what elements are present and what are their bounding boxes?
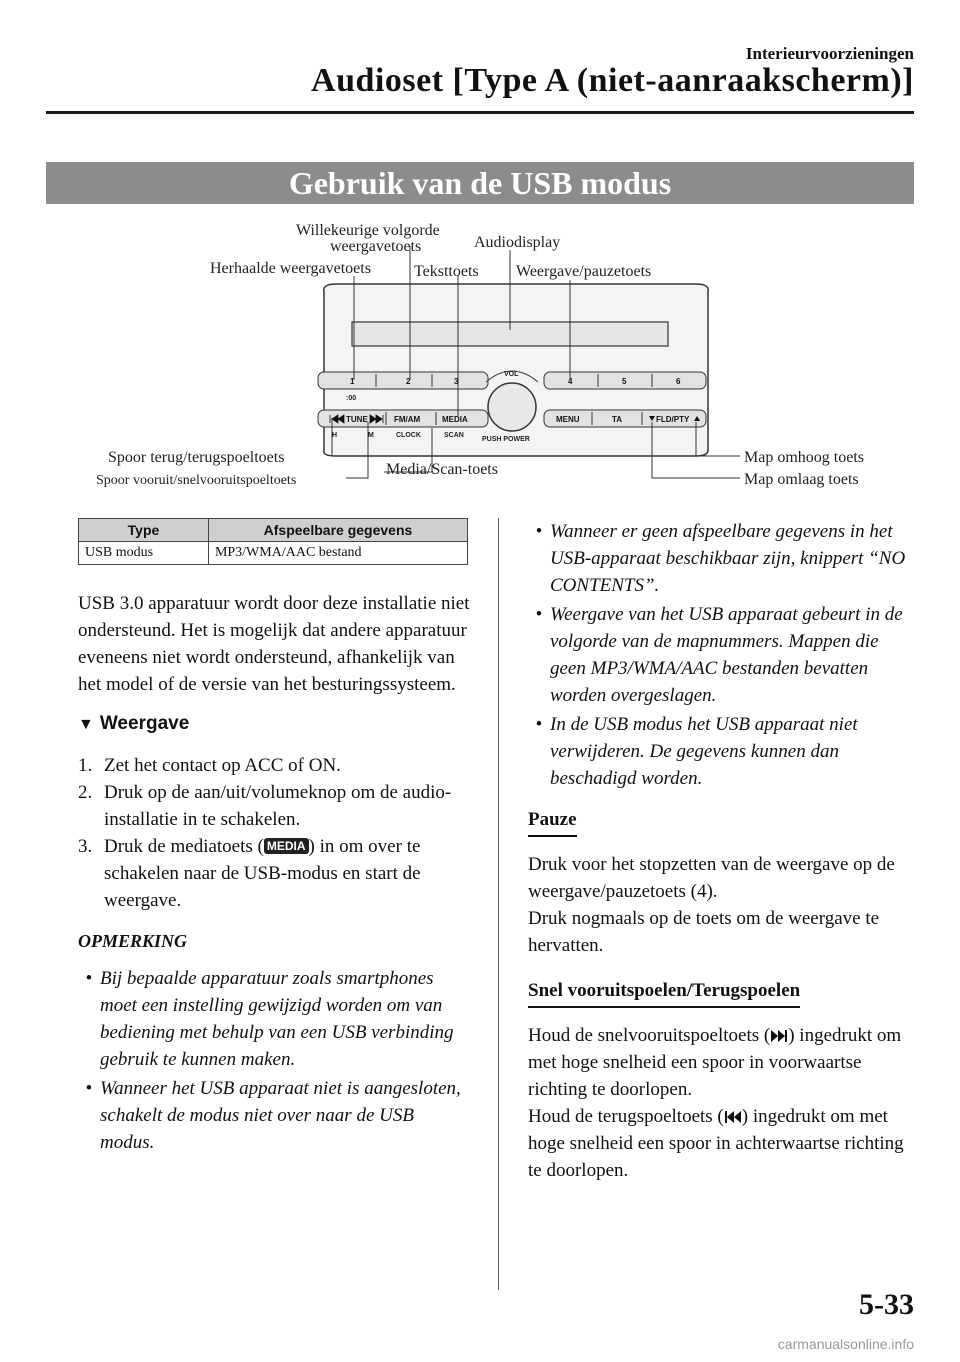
left-column [78, 590, 470, 1164]
notes-list-continued [528, 518, 918, 792]
clock-label: CLOCK [396, 432, 421, 439]
playback-heading-text: Weergave [99, 713, 190, 734]
section-label: Interieurvoorzieningen [745, 44, 914, 63]
playback-heading [78, 710, 470, 738]
note-text: Wanneer er geen afspeelbare gegevens in het USB-apparaat beschikbaar zijn, knippert “NO CONTENTS”. [550, 521, 906, 596]
list-item [78, 833, 470, 914]
fast-forward-heading: Snel vooruitspoelen/Terugspoelen [528, 977, 800, 1008]
tune-label: TUNE [346, 415, 368, 424]
clock-00-label: :00 [346, 395, 357, 402]
bullet-icon: • [535, 521, 543, 542]
watermark: carmanualsonline.info [777, 1336, 914, 1352]
list-item [78, 752, 470, 779]
playback-steps [78, 752, 470, 914]
note-text: Bij bepaalde apparatuur zoals smartphones moet een instelling gewijzigd worden om van bediening met behulp van een USB verbinding gebruik te kunnen maken. [100, 968, 454, 1070]
rewind-paragraph: Houd de terugspoeltoets ( ) ingedrukt om met hoge snelheid een spoor in achterwaartse richting te doorlopen. [528, 1106, 904, 1181]
section-title: Gebruik van de USB modus [46, 162, 914, 204]
vol-label: VOL [504, 371, 519, 378]
fast-forward-icon [770, 1028, 788, 1044]
pause-heading: Pauze [528, 806, 577, 837]
label-track-forward: Spoor vooruit/snelvooruitspoeltoets [96, 473, 297, 488]
label-repeat: Herhaalde weergavetoets [210, 260, 371, 277]
h-label: H [332, 432, 338, 439]
preset-6-button: 6 [676, 377, 681, 386]
page-number: 5-33 [859, 1288, 914, 1321]
bullet-icon: • [535, 714, 543, 735]
fm-am-button: FM/AM [394, 415, 421, 424]
fld-pty-button: FLD/PTY [656, 415, 690, 424]
step-number: 2. [78, 782, 93, 803]
resume-paragraph: Druk nogmaals op de toets om de weergave te hervatten. [528, 908, 880, 956]
ta-button: TA [612, 415, 623, 424]
header-rule [46, 111, 914, 114]
table-header-row [79, 519, 468, 542]
table-header-data: Afspeelbare gegevens [208, 519, 467, 542]
table-row [79, 542, 468, 565]
fast-forward-paragraph: Houd de snelvooruitspoeltoets ( ) ingedrukt om met hoge snelheid een spoor in voorwaartse richting te doorlopen. [528, 1025, 902, 1100]
chapter-title: Audioset [Type A (niet-aanraakscherm)] [311, 62, 914, 99]
step-text: Druk op de aan/uit/volumeknop om de audio-installatie in te schakelen. [104, 782, 452, 830]
label-folder-up: Map omhoog toets [744, 449, 864, 466]
label-folder-down: Map omlaag toets [744, 471, 859, 488]
list-item [78, 965, 470, 1073]
preset-3-button: 3 [454, 377, 459, 386]
intro-paragraph: USB 3.0 apparatuur wordt door deze installatie niet ondersteund. Het is mogelijk dat andere apparatuur eveneens niet wordt ondersteund, afhankelijk van het model of de versie van het besturingssysteem. [78, 593, 470, 695]
column-divider [498, 518, 499, 1290]
playable-data-table [78, 518, 468, 565]
note-title: OPMERKING [78, 931, 188, 951]
bullet-icon: • [535, 604, 543, 625]
triangle-icon: ▼ [78, 716, 94, 733]
m-label: M [368, 432, 374, 439]
label-audiodisplay: Audiodisplay [474, 234, 561, 251]
table-cell-data: MP3/WMA/AAC bestand [208, 542, 467, 565]
rewind-icon [724, 1109, 742, 1125]
notes-list [78, 965, 470, 1156]
note-text: Weergave van het USB apparaat gebeurt in de volgorde van de mapnummers. Mappen die geen MP3/WMA/AAC bestanden bevatten worden overgeslagen. [550, 604, 903, 706]
list-item [78, 1075, 470, 1156]
label-play-pause: Weergave/pauzetoets [516, 263, 652, 280]
preset-5-button: 5 [622, 377, 627, 386]
bullet-icon: • [85, 968, 93, 989]
label-random-line1: Willekeurige volgorde [296, 222, 440, 239]
label-text-button: Teksttoets [414, 263, 479, 280]
right-column [528, 518, 918, 1196]
media-key-icon: MEDIA [264, 838, 309, 854]
list-item [528, 601, 918, 709]
step-text: Zet het contact op ACC of ON. [104, 755, 341, 776]
preset-4-button: 4 [568, 377, 573, 386]
label-media-scan: Media/Scan-toets [386, 461, 498, 478]
label-random-line2: weergavetoets [330, 238, 422, 255]
list-item [78, 779, 470, 833]
audio-unit-diagram [46, 210, 914, 500]
bullet-icon: • [85, 1078, 93, 1099]
scan-label: SCAN [444, 432, 464, 439]
table-header-type: Type [79, 519, 209, 542]
note-text: Wanneer het USB apparaat niet is aangesloten, schakelt de modus niet over naar de USB modus. [100, 1078, 461, 1153]
step-text: Druk de mediatoets ( MEDIA ) in om over te schakelen naar de USB-modus en start de weergave. [104, 836, 421, 911]
table-cell-type: USB modus [79, 542, 209, 565]
volume-knob [488, 383, 536, 431]
pause-paragraph: Druk voor het stopzetten van de weergave op de weergave/pauzetoets (4). [528, 854, 895, 902]
list-item [528, 518, 918, 599]
preset-1-button: 1 [350, 377, 355, 386]
note-text: In de USB modus het USB apparaat niet verwijderen. De gegevens kunnen dan beschadigd worden. [550, 714, 858, 789]
preset-2-button: 2 [406, 377, 411, 386]
list-item [528, 711, 918, 792]
menu-button: MENU [556, 415, 580, 424]
media-button: MEDIA [442, 415, 468, 424]
step-number: 1. [78, 755, 93, 776]
push-power-label: PUSH POWER [482, 436, 530, 443]
label-track-back: Spoor terug/terugspoeltoets [108, 449, 285, 466]
step-number: 3. [78, 836, 93, 857]
